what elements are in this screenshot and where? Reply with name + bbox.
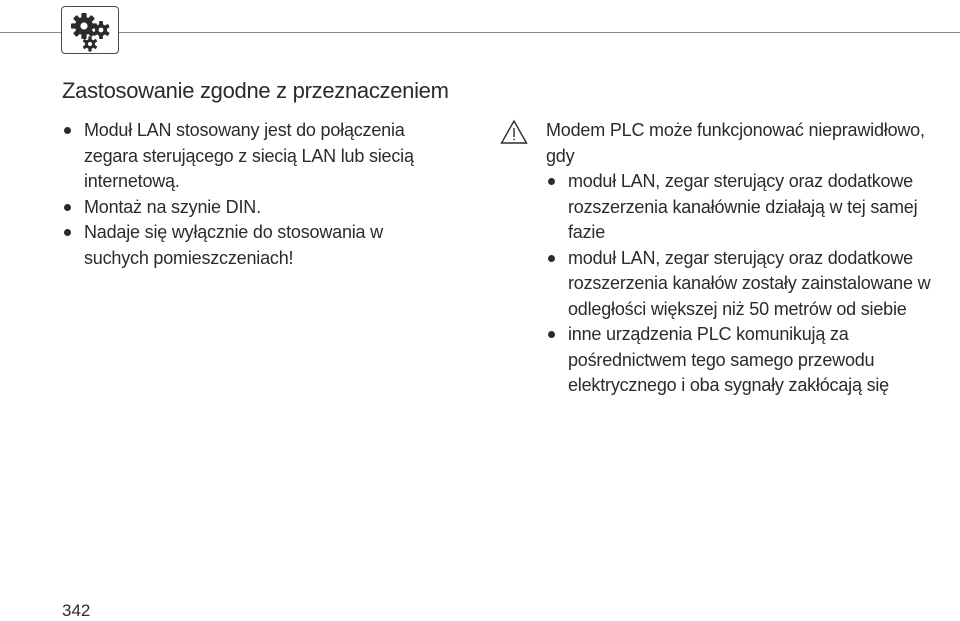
list-item: moduł LAN, zegar sterujący oraz dodatkowe rozszerzenia kanałównie działają w tej samej fazie (546, 169, 946, 246)
warning-block (546, 118, 946, 399)
gears-icon (61, 6, 119, 54)
warning-intro: Modem PLC może funkcjonować nieprawidłowo, gdy (546, 120, 925, 166)
list-item: Moduł LAN stosowany jest do połączenia zegara sterującego z siecią LAN lub siecią internetową. (62, 118, 442, 195)
usage-list (62, 118, 442, 271)
list-item: moduł LAN, zegar sterujący oraz dodatkowe rozszerzenia kanałów zostały zainstalowane w odległości większej niż 50 metrów od siebie (546, 246, 946, 323)
warning-triangle-icon (500, 119, 528, 145)
list-item: Montaż na szynie DIN. (62, 195, 442, 221)
header-rule (0, 32, 960, 33)
list-item: Nadaje się wyłącznie do stosowania w suchych pomieszczeniach! (62, 220, 442, 271)
warning-list (546, 169, 946, 399)
list-item: inne urządzenia PLC komunikują za pośrednictwem tego samego przewodu elektrycznego i oba sygnały zakłócają się (546, 322, 946, 399)
gears-icon-graphic (62, 7, 120, 55)
section-title: Zastosowanie zgodne z przeznaczeniem (62, 78, 449, 103)
page-number: 342 (62, 601, 91, 620)
